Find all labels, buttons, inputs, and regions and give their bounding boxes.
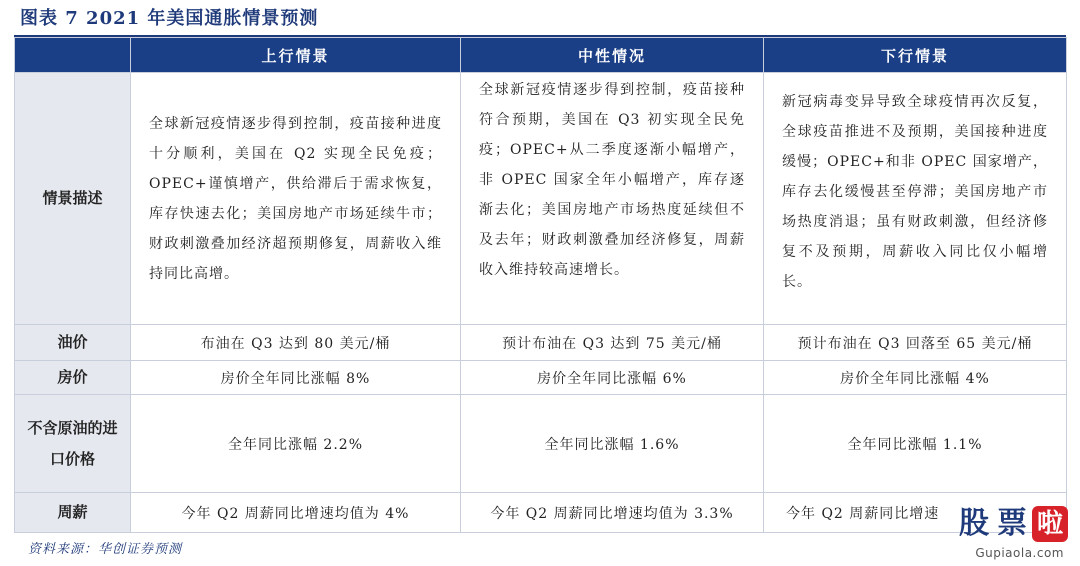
header-corner — [15, 38, 131, 73]
watermark-logo — [950, 506, 1068, 564]
table-row — [15, 493, 1067, 533]
row-label: 情景描述 — [15, 73, 131, 325]
table-cell: 房价全年同比涨幅 8% — [131, 361, 461, 395]
table-cell: 今年 Q2 周薪同比增速 — [764, 493, 1067, 533]
figure-title: 图表 7 2021 年美国通胀情景预测 — [20, 8, 319, 29]
table-cell: 布油在 Q3 达到 80 美元/桶 — [131, 325, 461, 361]
source-note: 资料来源：华创证券预测 — [28, 542, 183, 557]
table-row — [15, 395, 1067, 493]
table-cell: 全年同比涨幅 1.1% — [764, 395, 1067, 493]
row-label: 油价 — [15, 325, 131, 361]
scenario-table — [14, 37, 1067, 533]
header-upside: 上行情景 — [131, 38, 461, 73]
row-label: 周薪 — [15, 493, 131, 533]
watermark-char: 啦 — [1032, 506, 1068, 542]
header-downside: 下行情景 — [764, 38, 1067, 73]
table-cell: 全年同比涨幅 1.6% — [461, 395, 764, 493]
table-cell: 房价全年同比涨幅 4% — [764, 361, 1067, 395]
table-row — [15, 325, 1067, 361]
watermark-brand — [956, 506, 1068, 542]
table-row — [15, 361, 1067, 395]
table-cell: 全球新冠疫情逐步得到控制，疫苗接种进度十分顺利，美国在 Q2 实现全民免疫；OPEC+谨慎增产，供给滞后于需求恢复，库存快速去化；美国房地产市场延续牛市；财政刺激叠加经济超预期修复，周薪收入维持同比高增。 — [131, 73, 461, 325]
table-header-row — [15, 38, 1067, 73]
table-cell: 全年同比涨幅 2.2% — [131, 395, 461, 493]
header-neutral: 中性情况 — [461, 38, 764, 73]
row-label: 房价 — [15, 361, 131, 395]
table-cell: 今年 Q2 周薪同比增速均值为 3.3% — [461, 493, 764, 533]
table-row — [15, 73, 1067, 325]
watermark-char: 股 — [959, 506, 989, 541]
table-cell: 全球新冠疫情逐步得到控制，疫苗接种符合预期，美国在 Q3 初实现全民免疫；OPEC+从二季度逐渐小幅增产，非 OPEC 国家全年小幅增产，库存逐渐去化；美国房地产市场热度延续但不及去年；财政刺激叠加经济修复，周薪收入维持较高速增长。 — [461, 73, 764, 325]
table-cell: 预计布油在 Q3 回落至 65 美元/桶 — [764, 325, 1067, 361]
table-cell: 房价全年同比涨幅 6% — [461, 361, 764, 395]
watermark-url: Gupiaola.com — [975, 546, 1064, 560]
watermark-char: 票 — [997, 506, 1027, 541]
row-label: 不含原油的进口价格 — [15, 395, 131, 493]
table-cell: 新冠病毒变异导致全球疫情再次反复，全球疫苗推进不及预期，美国接种进度缓慢；OPEC+和非 OPEC 国家增产，库存去化缓慢甚至停滞；美国房地产市场热度消退；虽有财政刺激，但经济修复不及预期，周薪收入同比仅小幅增长。 — [764, 73, 1067, 325]
table-cell: 预计布油在 Q3 达到 75 美元/桶 — [461, 325, 764, 361]
table-cell: 今年 Q2 周薪同比增速均值为 4% — [131, 493, 461, 533]
